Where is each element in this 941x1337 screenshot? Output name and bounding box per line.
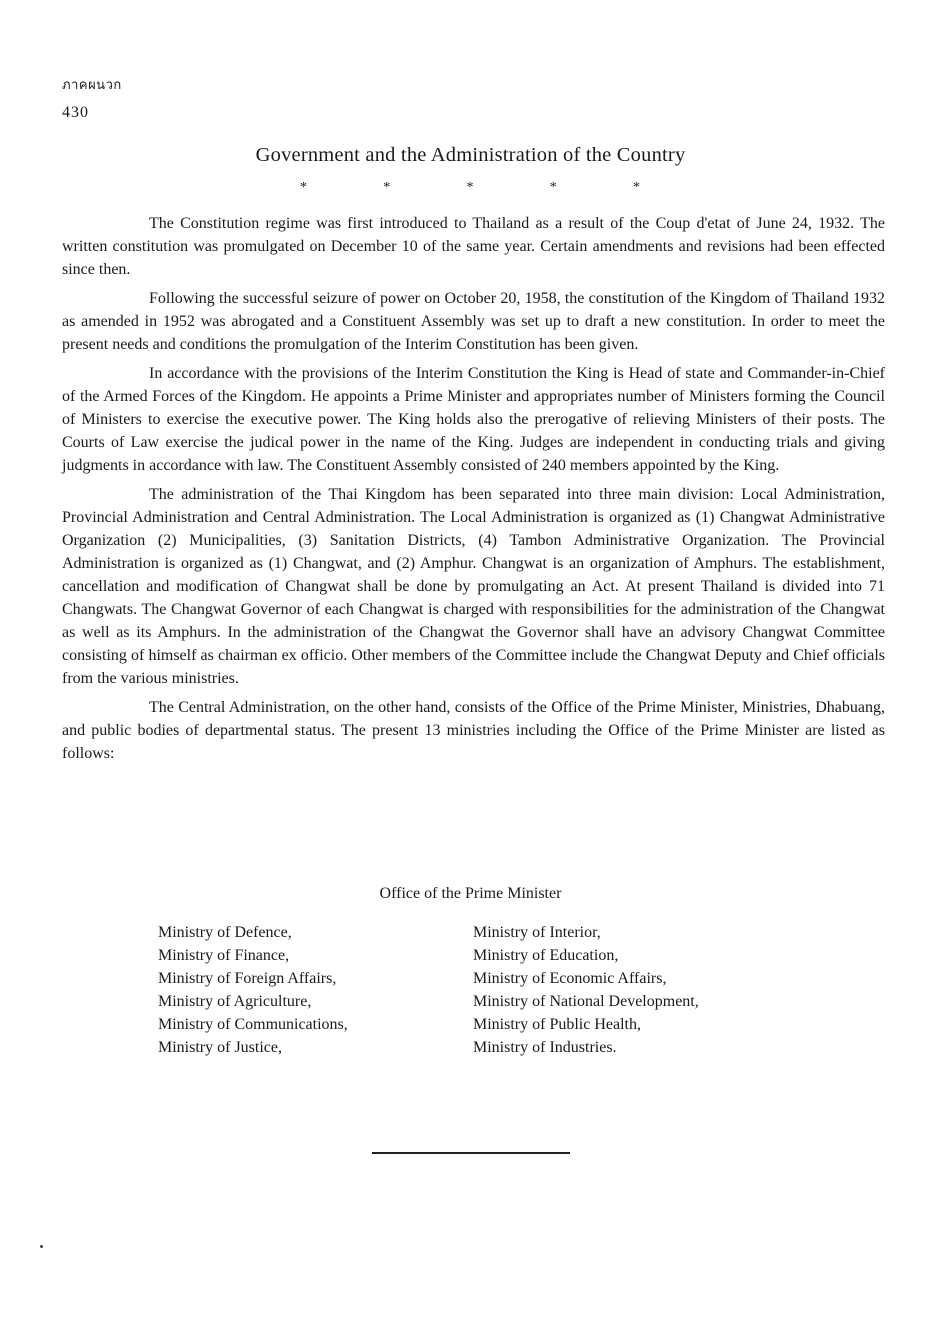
ministry-item: Ministry of Agriculture,	[158, 993, 312, 1010]
separator-star: *	[300, 180, 307, 195]
body-text	[62, 212, 885, 771]
ministry-item: Ministry of Public Health,	[473, 1016, 641, 1033]
scan-speck	[40, 1245, 43, 1248]
office-heading: Office of the Prime Minister	[379, 885, 562, 902]
ministry-item: Ministry of Economic Affairs,	[473, 970, 667, 987]
ministry-item: Ministry of Finance,	[158, 947, 290, 964]
separator-star: *	[549, 180, 557, 195]
separator-star: *	[633, 180, 640, 195]
ministry-item: Ministry of National Development,	[473, 993, 699, 1010]
ministry-item: Ministry of Communications,	[158, 1016, 348, 1033]
paragraph: In accordance with the provisions of the Interim Constitution the King is Head of state and Commander-in-Chief of the Armed Forces of the Kingdom. He appoints a Prime Minister and appropriates number of Ministers forming the Council of Ministers to exercise the executive power. The King holds also the prerogative of relieving Ministers of their posts. The Courts of Law exercise the judical power in the name of the King. Judges are independent in conducting trials and giving judgments in accordance with law. The Constituent Assembly consisted of 240 members appointed by the King.	[62, 365, 885, 474]
ministries-list	[158, 921, 793, 1059]
section-separator	[300, 180, 640, 196]
ministry-item: Ministry of Justice,	[158, 1039, 282, 1056]
separator-star: *	[466, 180, 474, 195]
ministry-item: Ministry of Foreign Affairs,	[158, 970, 337, 987]
page-number: 430	[62, 104, 89, 121]
ministry-item: Ministry of Defence,	[158, 924, 292, 941]
separator-star: *	[383, 180, 391, 195]
ministries-right-column	[473, 921, 793, 1059]
ministries-left-column	[158, 921, 473, 1059]
paragraph: The Constitution regime was first introduced to Thailand as a result of the Coup d'etat of June 24, 1932. The written constitution was promulgated on December 10 of the same year. Certain amendments and revisions had been effected since then.	[62, 215, 885, 278]
ministry-item: Ministry of Education,	[473, 947, 619, 964]
ministry-item: Ministry of Interior,	[473, 924, 601, 941]
paragraph: Following the successful seizure of power on October 20, 1958, the constitution of the Kingdom of Thailand 1932 as amended in 1952 was abrogated and a Constituent Assembly was set up to draft a new constitution. In order to meet the present needs and conditions the promulgation of the Interim Constitution has been given.	[62, 290, 885, 353]
section-label: ภาคผนวก	[62, 77, 122, 92]
end-rule	[372, 1152, 570, 1154]
paragraph: The Central Administration, on the other hand, consists of the Office of the Prime Minister, Ministries, Dhabuang, and public bodies of departmental status. The present 13 ministries including the Office of the Prime Minister are listed as follows:	[62, 699, 885, 762]
paragraph: The administration of the Thai Kingdom has been separated into three main division: Local Administration, Provincial Administration and Central Administration. The Local Administration is organized as (1) Changwat Administrative Organization (2) Municipalities, (3) Sanitation Districts, (4) Tambon Administrative Organization. The Provincial Administration is organized as (1) Changwat, and (2) Amphur. Changwat is an organization of Amphurs. The establishment, cancellation and modification of Changwat shall be done by promulgating an Act. At present Thailand is divided into 71 Changwats. The Changwat Governor of each Changwat is charged with responsibilities for the administration of the Changwat as well as its Amphurs. In the administration of the Changwat the Governor shall have an advisory Changwat Committee consisting of himself as chairman ex officio. Other members of the Committee include the Changwat Deputy and Chief officials from the various ministries.	[62, 486, 885, 687]
page-title: Government and the Administration of the Country	[255, 144, 686, 166]
ministry-item: Ministry of Industries.	[473, 1039, 617, 1056]
